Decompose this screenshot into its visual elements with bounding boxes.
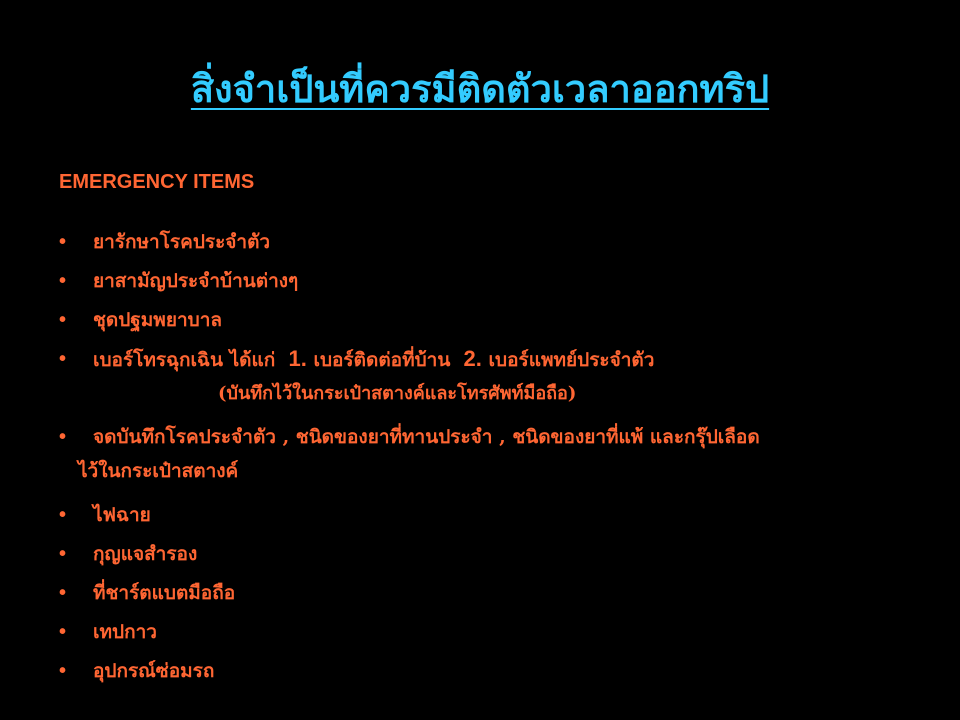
list-item-text: จดบันทึกโรคประจำตัว , ชนิดของยาที่ทานประจำ , ชนิดของยาที่แพ้ และกรุ๊ปเลือด — [93, 426, 760, 448]
list-item — [59, 265, 919, 304]
list-item — [59, 499, 919, 538]
bullet-icon: • — [59, 504, 67, 526]
list-item-text: ไฟฉาย — [93, 504, 151, 526]
list-item-text: อุปกรณ์ซ่อมรถ — [93, 660, 215, 682]
list-item-text: กุญแจสำรอง — [93, 543, 198, 565]
emergency-numbers-label: เบอร์โทรฉุกเฉิน ได้แก่ — [93, 349, 276, 371]
list-item-text: ยารักษาโรคประจำตัว — [93, 231, 271, 253]
bullet-icon: • — [59, 231, 67, 253]
list-item-text: ยาสามัญประจำบ้านต่างๆ — [93, 270, 299, 292]
list-item — [59, 538, 919, 577]
medical-notes-continuation: ไว้ในกระเป๋าสตางค์ — [78, 460, 239, 482]
bullet-icon: • — [59, 543, 67, 565]
list-item — [59, 655, 919, 694]
list-item-text: ชุดปฐมพยาบาล — [93, 309, 223, 331]
list-item-text: ที่ชาร์ตแบตมือถือ — [93, 582, 236, 604]
number-marker-2: 2. — [463, 346, 482, 371]
section-heading: EMERGENCY ITEMS — [59, 171, 255, 193]
list-item-text: เทปกาว — [93, 621, 157, 643]
slide-title: สิ่งจำเป็นที่ควรมีติดตัวเวลาออกทริป — [190, 66, 770, 111]
bullet-icon: • — [59, 660, 67, 682]
bullet-icon: • — [59, 348, 67, 370]
list-item — [59, 577, 919, 616]
list-item — [59, 226, 919, 265]
emergency-numbers-note: (บันทึกไว้ในกระเป๋าสตางค์และโทรศัพท์มือถือ) — [218, 383, 577, 404]
number-marker-1: 1. — [288, 346, 307, 371]
list-item — [59, 616, 919, 655]
bullet-icon: • — [59, 426, 67, 448]
doctor-number-label: เบอร์แพทย์ประจำตัว — [488, 349, 655, 371]
bullet-icon: • — [59, 582, 67, 604]
bullet-icon: • — [59, 309, 67, 331]
list-item — [59, 304, 919, 343]
home-contact-number-label: เบอร์ติดต่อที่บ้าน — [313, 349, 451, 371]
bullet-icon: • — [59, 270, 67, 292]
bullet-icon: • — [59, 621, 67, 643]
list-item-text — [93, 343, 654, 376]
